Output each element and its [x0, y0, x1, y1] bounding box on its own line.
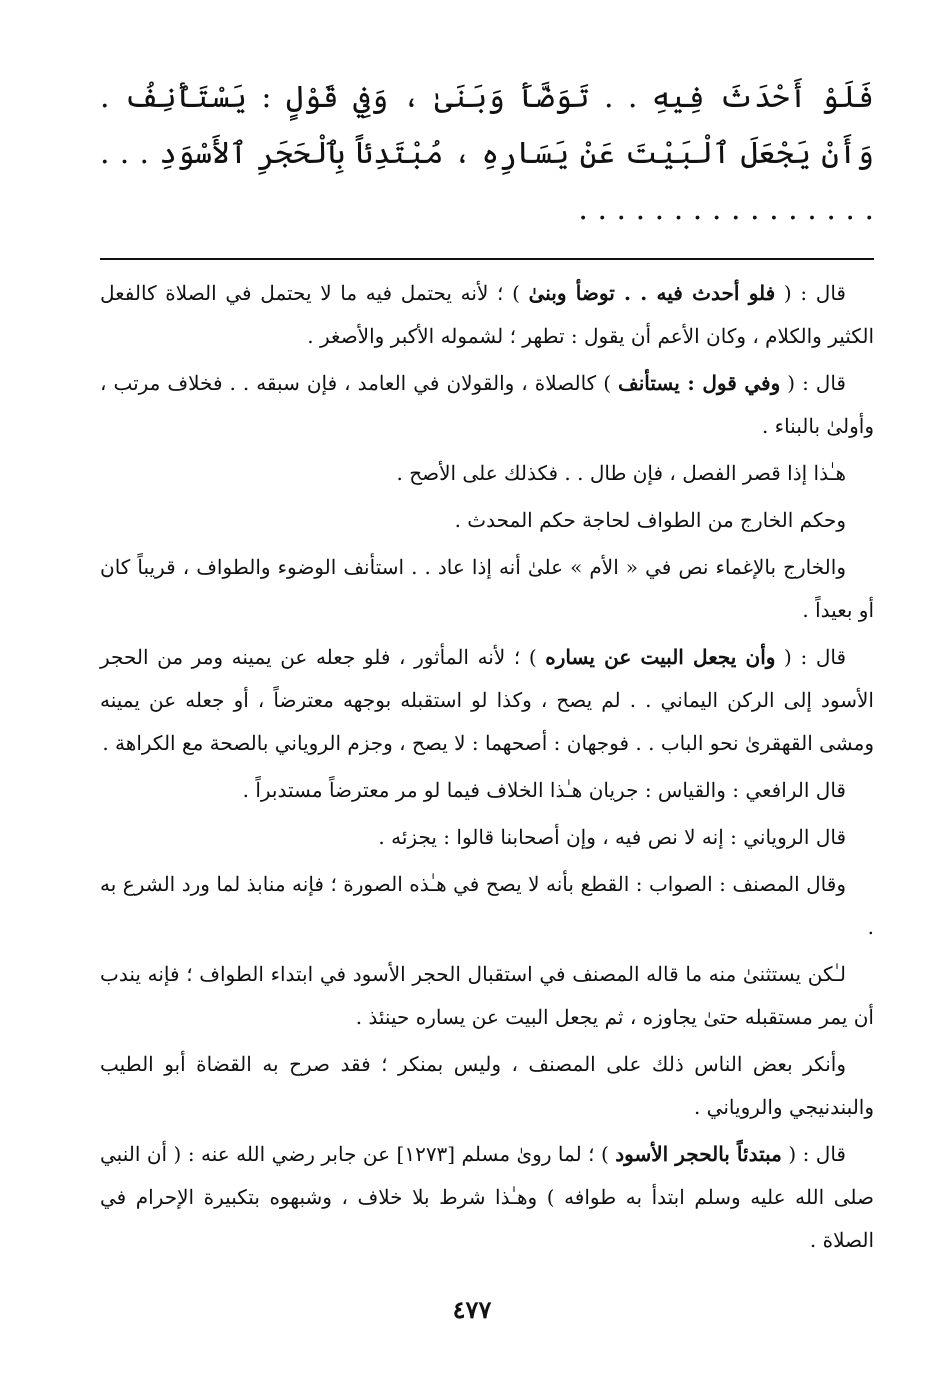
commentary-paragraph	[100, 769, 874, 812]
separator-rule	[100, 258, 874, 260]
commentary-paragraph	[100, 953, 874, 1039]
paragraph-prefix: قال : (	[775, 645, 846, 669]
paragraph-prefix: قال : (	[781, 1142, 846, 1166]
page-number: ٤٧٧	[452, 1295, 492, 1324]
paragraph-text: ) ؛ لأنه يحتمل فيه ما لا يحتمل في الصلاة كالفعل الكثير والكلام ، وكان الأعم أن يقول : تطهر ؛ لشموله الأكبر والأصغر .	[100, 281, 874, 348]
commentary	[100, 272, 874, 1262]
paragraph-text: قال الرافعي : والقياس : جريان هـٰذا الخلاف فيما لو مر معترضاً مستدبراً .	[242, 778, 846, 802]
quoted-matn: مبتدئاً بالحجر الأسود	[615, 1142, 782, 1166]
quoted-matn: وأن يجعل البيت عن يساره	[545, 645, 776, 669]
quoted-matn: فلو أحدث فيه . . توضأ وبنىٰ	[528, 281, 776, 305]
matn-text: فَلَوْ أَحْدَثَ فِيهِ . . تَوَضَّأَ وَبَنَىٰ ، وَفِي قَوْلٍ : يَسْتَأْنِفُ . وَأَنْ يَجْعَلَ ٱلْبَيْتَ عَنْ يَسَارِهِ ، مُبْتَدِئاً بِٱلْحَجَرِ ٱلأَسْوَدِ . . . . . . . . . . . . . . . . . . .	[100, 80, 874, 227]
paragraph-text: وقال المصنف : الصواب : القطع بأنه لا يصح في هـٰذه الصورة ؛ فإنه منابذ لما ورد الشرع به .	[100, 872, 874, 939]
paragraph-prefix: قال : (	[780, 371, 846, 395]
paragraph-text: قال الروياني : إنه لا نص فيه ، وإن أصحابنا قالوا : يجزئه .	[378, 825, 846, 849]
commentary-paragraph	[100, 863, 874, 949]
paragraph-text: وحكم الخارج من الطواف لحاجة حكم المحدث .	[454, 508, 846, 532]
page-body	[100, 70, 874, 1266]
commentary-paragraph	[100, 362, 874, 448]
paragraph-text: والخارج بالإغماء نص في « الأم » علىٰ أنه إذا عاد . . استأنف الوضوء والطواف ، قريباً كان أو بعيداً .	[100, 555, 874, 622]
commentary-paragraph	[100, 1133, 874, 1262]
paragraph-text: لـٰكن يستثنىٰ منه ما قاله المصنف في استقبال الحجر الأسود في ابتداء الطواف ؛ فإنه يندب أن يمر مستقبله حتىٰ يجاوزه ، ثم يجعل البيت عن يساره حينئذ .	[100, 962, 874, 1029]
paragraph-text: ) ؛ لما روىٰ مسلم [١٢٧٣] عن جابر رضي الله عنه : ( أن النبي صلى الله عليه وسلم ابتدأ به طوافه ) وهـٰذا شرط بلا خلاف ، وشبهوه بتكبيرة الإحرام في الصلاة .	[100, 1142, 874, 1252]
commentary-paragraph	[100, 636, 874, 765]
paragraph-text: وأنكر بعض الناس ذلك على المصنف ، وليس بمنكر ؛ فقد صرح به القضاة أبو الطيب والبندنيجي والروياني .	[100, 1052, 874, 1119]
paragraph-text: ) ؛ لأنه المأثور ، فلو جعله عن يمينه ومر من الحجر الأسود إلى الركن اليماني . . لم يصح ، وكذا لو استقبله بوجهه معترضاً ، أو جعله عن يمينه ومشى القهقرىٰ نحو الباب . . فوجهان : أصحهما : لا يصح ، وجزم الروياني بالصحة مع الكراهة .	[100, 645, 874, 755]
commentary-paragraph	[100, 272, 874, 358]
commentary-paragraph	[100, 499, 874, 542]
paragraph-prefix: قال : (	[775, 281, 846, 305]
commentary-paragraph	[100, 452, 874, 495]
paragraph-text: ) كالصلاة ، والقولان في العامد ، فإن سبقه . . فخلاف مرتب ، وأولىٰ بالبناء .	[100, 371, 874, 438]
paragraph-text: هـٰذا إذا قصر الفصل ، فإن طال . . فكذلك على الأصح .	[396, 461, 846, 485]
commentary-paragraph	[100, 816, 874, 859]
commentary-paragraph	[100, 546, 874, 632]
quoted-matn: وفي قول : يستأنف	[617, 371, 781, 395]
commentary-paragraph	[100, 1043, 874, 1129]
